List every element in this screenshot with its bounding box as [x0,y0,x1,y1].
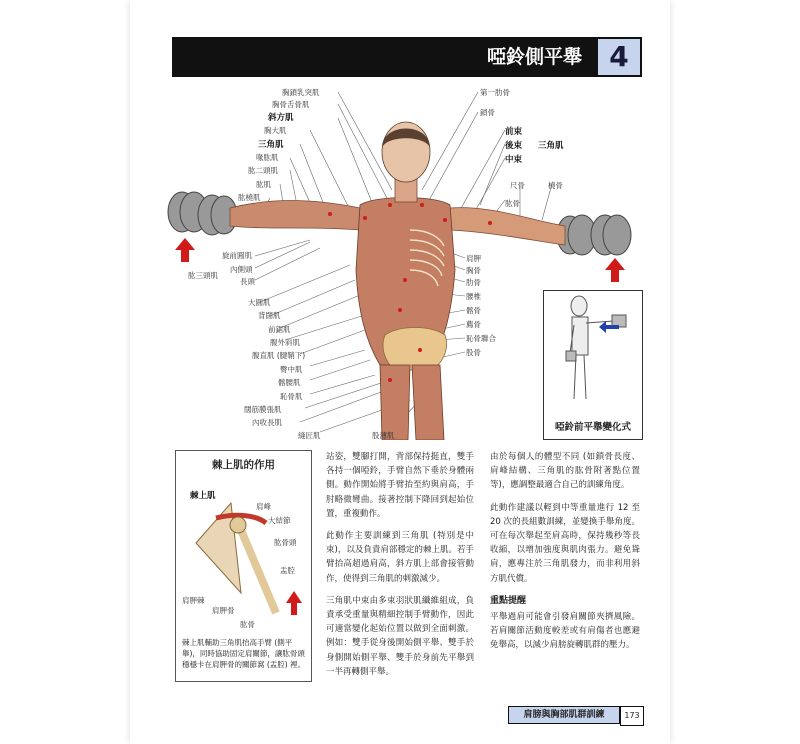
paragraph: 三角肌中束由多束羽狀肌纖維組成，負責承受重量與精細控制手臂動作，因此可適當變化起始位置以做到全面刺激。例如：雙手從身後開始側平舉、雙手於身側開始側平舉、雙手於身前先平舉到一半再轉側平舉。 [326,595,474,677]
label-pectoralis-major: 胸大肌 [264,126,287,135]
box-label-glenoid: 盂腔 [280,566,295,575]
left-dumbbell [168,192,237,235]
label-trapezius: 斜方肌 [268,113,294,123]
supraspinatus-box [175,450,312,682]
label-biceps: 肱二頭肌 [248,166,278,175]
label-tensor-fasciae: 闊筋膜張肌 [244,405,282,414]
paragraph: 此動作建議以輕到中等重量進行 12 至 20 次的長組數訓練，並變換手舉角度。可在每次舉起至肩高時，保持幾秒等長收縮，以增加強度與肌肉張力。避免聳肩，應專注於三角肌發力，而非利用斜方肌代償。 [490,502,640,584]
label-ribs: 肋骨 [466,278,481,287]
label-deltoid-middle: 中束 [505,155,523,165]
text-column-2 [490,450,640,661]
paragraph: 站姿，雙腳打開，背部保持挺直，雙手各持一個啞鈴，手臂自然下垂於身體兩側。動作開始將手臂抬至約與肩高，手肘略微彎曲。接著控制下降回到起始位置，重複動作。 [326,452,474,519]
paragraph: 此動作主要訓練到三角肌 (特別是中束)，以及負責肩部穩定的棘上肌。若手臂抬高超過肩高，斜方肌上部會接管動作，使得到三角肌的刺激減少。 [326,531,474,584]
label-sternum: 胸骨 [466,266,481,275]
pelvis [383,328,446,371]
label-deltoid-posterior: 後束 [505,141,523,151]
box-label-scapula: 肩胛骨 [212,606,235,615]
label-ulna: 尺骨 [510,181,525,190]
label-deltoid-right: 三角肌 [538,141,564,151]
label-sternohyoid: 胸骨舌骨肌 [272,100,310,109]
label-first-rib: 第一肋骨 [480,88,510,97]
label-humerus: 肱骨 [505,199,520,208]
label-pronator-teres: 旋前圓肌 [222,251,252,260]
label-deltoid: 三角肌 [258,140,284,150]
label-external-oblique: 腹外斜肌 [270,338,300,347]
label-medial-head: 內側頭 [230,265,253,274]
label-scapula: 肩胛 [466,254,481,263]
label-deltoid-anterior: 前束 [505,127,523,137]
label-sternocleidomastoid: 胸鎖乳突肌 [282,88,320,97]
left-leg [380,365,410,440]
label-triceps: 肱三頭肌 [188,271,218,280]
arrow-icon [286,591,302,615]
text-column-1 [326,450,474,687]
label-pectineus: 恥骨肌 [280,392,303,401]
label-brachioradialis: 肱橈肌 [238,193,261,202]
label-sacrum: 薦骨 [466,320,481,329]
left-arrow-icon [175,238,195,262]
box-label-greater-tubercle: 大結節 [268,516,291,525]
tip-heading: 重點提醒 [490,595,527,606]
label-lumbar: 腰椎 [466,292,481,301]
box-label-supraspinatus: 棘上肌 [190,491,216,501]
right-arm [450,208,565,245]
label-coracobrachialis: 喙肱肌 [256,153,279,162]
label-latissimus: 背闊肌 [258,311,281,320]
label-teres-major: 大圓肌 [248,298,271,307]
page-title: 啞鈴側平舉 [486,46,582,68]
label-iliopsoas: 髂腰肌 [278,378,301,387]
inset-caption: 啞鈴前平舉變化式 [554,422,631,433]
page-number: 173 [620,706,644,726]
box-label-acromion: 肩峰 [256,502,271,511]
paragraph: 由於每個人的體型不同 (如鎖骨長度、肩峰結構、三角肌的肱骨附著點位置等)，應調整最適合自己的訓練角度。 [490,452,640,491]
box-caption: 棘上肌輔助三角肌抬高手臂 (側平舉)，同時協助固定肩關節，讓肱骨頭穩穩卡在肩胛骨的關節窩 (盂腔) 裡。 [182,638,306,669]
label-femur: 股骨 [466,348,481,357]
right-arrow-icon [605,258,625,282]
label-rectus-abdominis: 腹直肌 (腱鞘下) [252,351,306,360]
left-arm [230,201,360,231]
right-leg [412,365,444,440]
variation-inset [543,290,643,440]
label-brachialis: 肱肌 [256,180,271,189]
right-dumbbell [557,215,631,255]
box-label-humerus: 肱骨 [240,620,255,629]
label-long-head: 長頭 [240,277,255,286]
label-radius: 橈骨 [548,181,563,190]
label-gracilis: 股薄肌 [372,431,395,440]
label-sartorius: 縫匠肌 [298,431,321,440]
chapter-number: 4 [596,37,642,77]
front-raise-sketch [544,291,642,411]
box-title: 棘上肌的作用 [212,459,275,471]
box-label-scapular-spine: 肩胛棘 [182,596,205,605]
label-serratus: 前鋸肌 [268,325,291,334]
tip-paragraph: 平舉過肩可能會引發肩關節夾擠風險。若肩關節活動度較差或有肩傷者也應避免舉高，以減少肩膀旋轉肌群的壓力。 [490,612,640,651]
label-ilium: 髂骨 [466,306,481,315]
box-label-humeral-head: 肱骨頭 [274,538,297,547]
label-pubic-symphysis: 恥骨聯合 [466,334,496,343]
footer-section-title: 肩膀與胸部肌群訓練 [508,706,620,724]
label-adductor-longus: 內收長肌 [252,418,282,427]
label-gluteus-medius: 臀中肌 [280,365,303,374]
label-clavicle: 鎖骨 [480,108,495,117]
